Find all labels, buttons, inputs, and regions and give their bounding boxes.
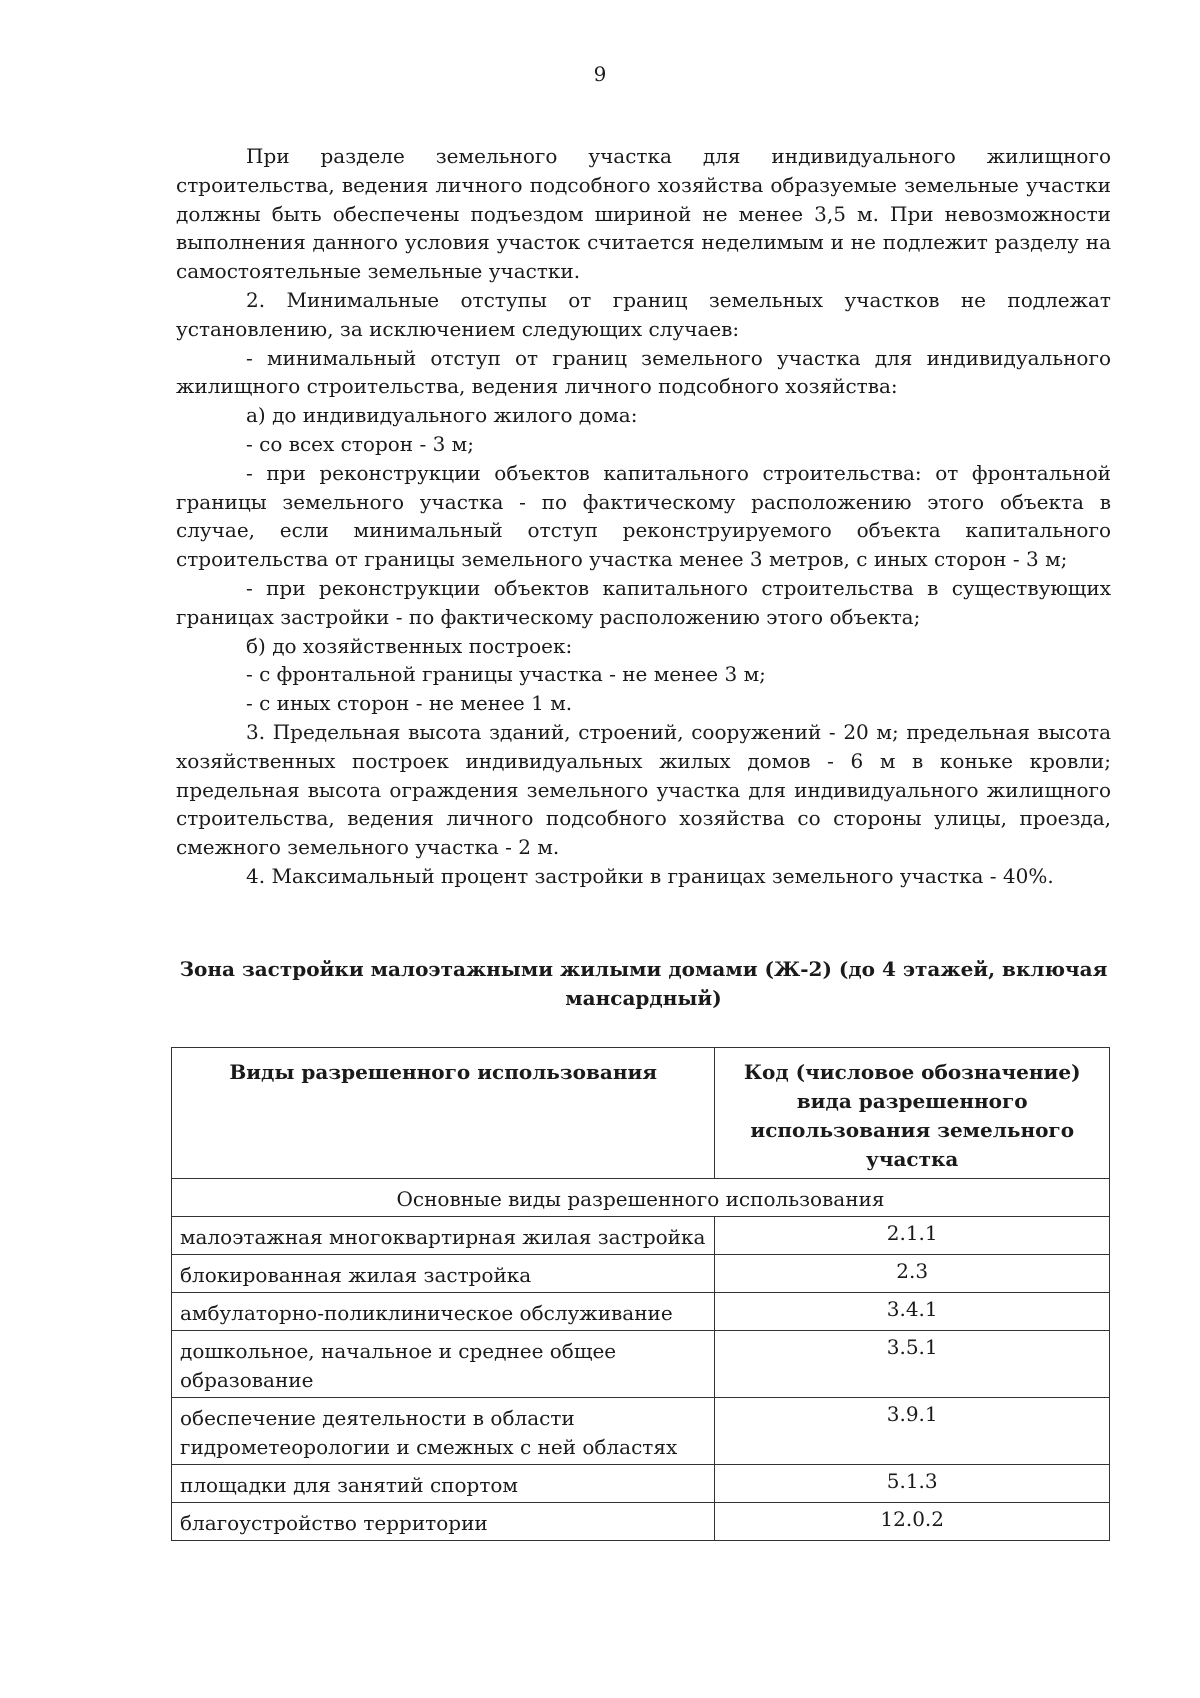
use-name-cell: амбулаторно-поликлиническое обслуживание [172,1293,715,1331]
use-code-cell: 12.0.2 [715,1503,1110,1541]
section-title-cell: Основные виды разрешенного использования [172,1179,1110,1217]
paragraph: б) до хозяйственных построек: [246,633,573,658]
use-code-cell: 3.4.1 [715,1293,1110,1331]
paragraph: - при реконструкции объектов капитального строительства: от фронтальной границы земельного участка - по фактическому расположению этого объекта в случае, если минимальный отступ реконструируемого объекта капитального строительства от границы земельного участка менее 3 метров, с иных сторон - 3 м; [176,460,1111,572]
zone-heading: Зона застройки малоэтажными жилыми домами (Ж-2) (до 4 этажей, включая мансардный) [179,957,1108,1010]
paragraph: 4. Максимальный процент застройки в границах земельного участка - 40%. [246,863,1054,888]
table-row [172,1293,1110,1331]
paragraph: а) до индивидуального жилого дома: [246,403,638,428]
permitted-uses-table [171,1047,1110,1541]
table-header-row [172,1048,1110,1179]
use-code-cell: 2.3 [715,1255,1110,1293]
use-name-cell: обеспечение деятельности в области гидрометеорологии и смежных с ней областях [172,1398,715,1465]
paragraph: 3. Предельная высота зданий, строений, сооружений - 20 м; предельная высота хозяйственных построек индивидуальных жилых домов - 6 м в коньке кровли; предельная высота ограждения земельного участка для индивидуального жилищного строительства, ведения личного подсобного хозяйства со стороны улицы, проезда, смежного земельного участка - 2 м. [176,719,1111,860]
use-name-cell: блокированная жилая застройка [172,1255,715,1293]
table-row [172,1217,1110,1255]
table-row [172,1255,1110,1293]
use-code-cell: 3.9.1 [715,1398,1110,1465]
header-code-cell: Код (числовое обозначение) вида разрешенного использования земельного участка [715,1048,1110,1179]
paragraph: - с фронтальной границы участка - не менее 3 м; [246,662,766,687]
page-number: 9 [593,62,607,86]
use-code-cell: 5.1.3 [715,1465,1110,1503]
use-code-cell: 2.1.1 [715,1217,1110,1255]
paragraph: - минимальный отступ от границ земельного участка для индивидуального жилищного строительства, ведения личного подсобного хозяйства: [176,345,1111,399]
use-name-cell: малоэтажная многоквартирная жилая застройка [172,1217,715,1255]
paragraph: - с иных сторон - не менее 1 м. [246,691,573,716]
paragraph: 2. Минимальные отступы от границ земельных участков не подлежат установлению, за исключением следующих случаев: [176,287,1111,341]
table-row [172,1503,1110,1541]
use-name-cell: дошкольное, начальное и среднее общее образование [172,1331,715,1398]
paragraph: - при реконструкции объектов капитального строительства в существующих границах застройки - по фактическому расположению этого объекта; [176,575,1111,629]
section-row [172,1179,1110,1217]
header-name-cell: Виды разрешенного использования [172,1048,715,1179]
document-body [176,142,1111,891]
table-row [172,1398,1110,1465]
use-name-cell: благоустройство территории [172,1503,715,1541]
table-row [172,1465,1110,1503]
paragraph: При разделе земельного участка для индивидуального жилищного строительства, ведения личного подсобного хозяйства образуемые земельные участки должны быть обеспечены подъездом шириной не менее 3,5 м. При невозможности выполнения данного условия участок считается неделимым и не подлежит разделу на самостоятельные земельные участки. [176,144,1111,284]
paragraph: - со всех сторон - 3 м; [246,431,474,456]
use-name-cell: площадки для занятий спортом [172,1465,715,1503]
use-code-cell: 3.5.1 [715,1331,1110,1398]
table-row [172,1331,1110,1398]
